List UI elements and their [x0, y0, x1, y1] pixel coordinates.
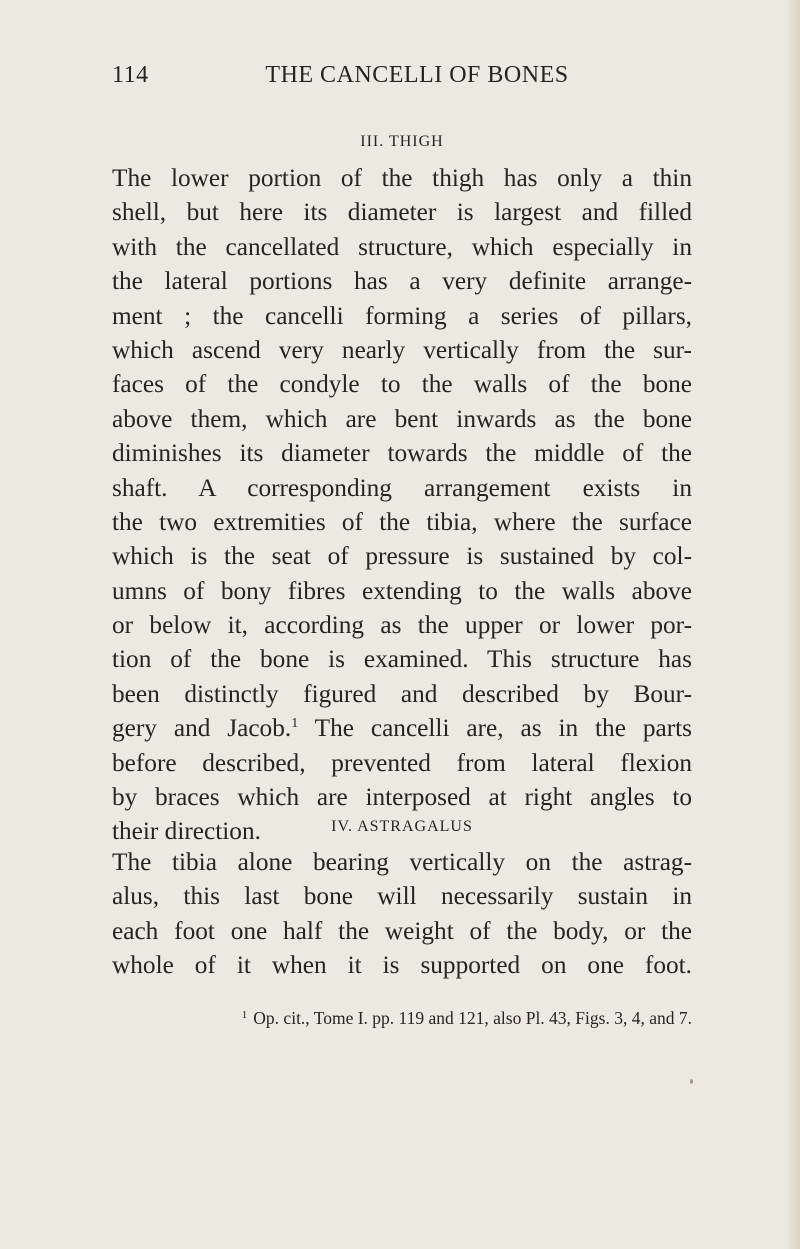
text-line: diminishes its diameter towards the middle of the — [112, 439, 692, 468]
section-heading-thigh: III. THIGH — [360, 133, 444, 150]
section-heading-astragalus: IV. ASTRAGALUS — [331, 818, 473, 835]
footnote-text: Op. cit., Tome I. pp. 119 and 121, also Pl. 43, Figs. 3, 4, and 7. — [253, 1008, 692, 1028]
paragraph-thigh — [112, 161, 692, 849]
footnote-mark: 1 — [241, 1009, 248, 1021]
footnote — [112, 1008, 692, 1029]
running-title: THE CANCELLI OF BONES — [265, 62, 569, 88]
text-line: alus, this last bone will necessarily sustain in — [112, 882, 692, 911]
text-line-with-footnote-ref — [112, 711, 692, 745]
text-line: ment ; the cancelli forming a series of pillars, — [112, 301, 692, 330]
paragraph-astragalus — [112, 845, 692, 983]
text-line: The tibia alone bearing vertically on the astrag- — [112, 848, 692, 876]
running-head — [112, 62, 692, 92]
page-number: 114 — [112, 62, 149, 88]
text-line: shell, but here its diameter is largest and filled — [112, 198, 692, 227]
text-line: umns of bony fibres extending to the walls above — [112, 576, 692, 605]
footnote-ref: 1 — [291, 716, 299, 732]
text-line: by braces which are interposed at right angles to — [112, 783, 692, 812]
text-line: before described, prevented from lateral flexion — [112, 748, 692, 777]
text-line: with the cancellated structure, which especially in — [112, 232, 692, 261]
text-line: the lateral portions has a very definite arrange- — [112, 267, 692, 296]
text-line: faces of the condyle to the walls of the bone — [112, 370, 692, 399]
text-segment: The cancelli are, as in the parts — [298, 714, 692, 743]
page-edge — [786, 0, 800, 1249]
text-line: the two extremities of the tibia, where the surface — [112, 507, 692, 536]
text-line: their direction. — [112, 817, 261, 846]
text-line: which ascend very nearly vertically from the sur- — [112, 335, 692, 364]
text-line: been distinctly figured and described by Bour- — [112, 679, 692, 708]
text-line: above them, which are bent inwards as the bone — [112, 404, 692, 433]
text-line: which is the seat of pressure is sustained by col- — [112, 542, 692, 571]
text-line: The lower portion of the thigh has only a thin — [112, 164, 692, 192]
text-line: tion of the bone is examined. This structure has — [112, 645, 692, 674]
text-line: shaft. A corresponding arrangement exists in — [112, 473, 692, 502]
text-line: whole of it when it is supported on one foot. — [112, 951, 692, 980]
text-line: each foot one half the weight of the body, or the — [112, 916, 692, 945]
text-line: or below it, according as the upper or lower por- — [112, 611, 692, 640]
paper-speck — [690, 1079, 693, 1084]
text-segment: gery and Jacob. — [112, 714, 292, 743]
